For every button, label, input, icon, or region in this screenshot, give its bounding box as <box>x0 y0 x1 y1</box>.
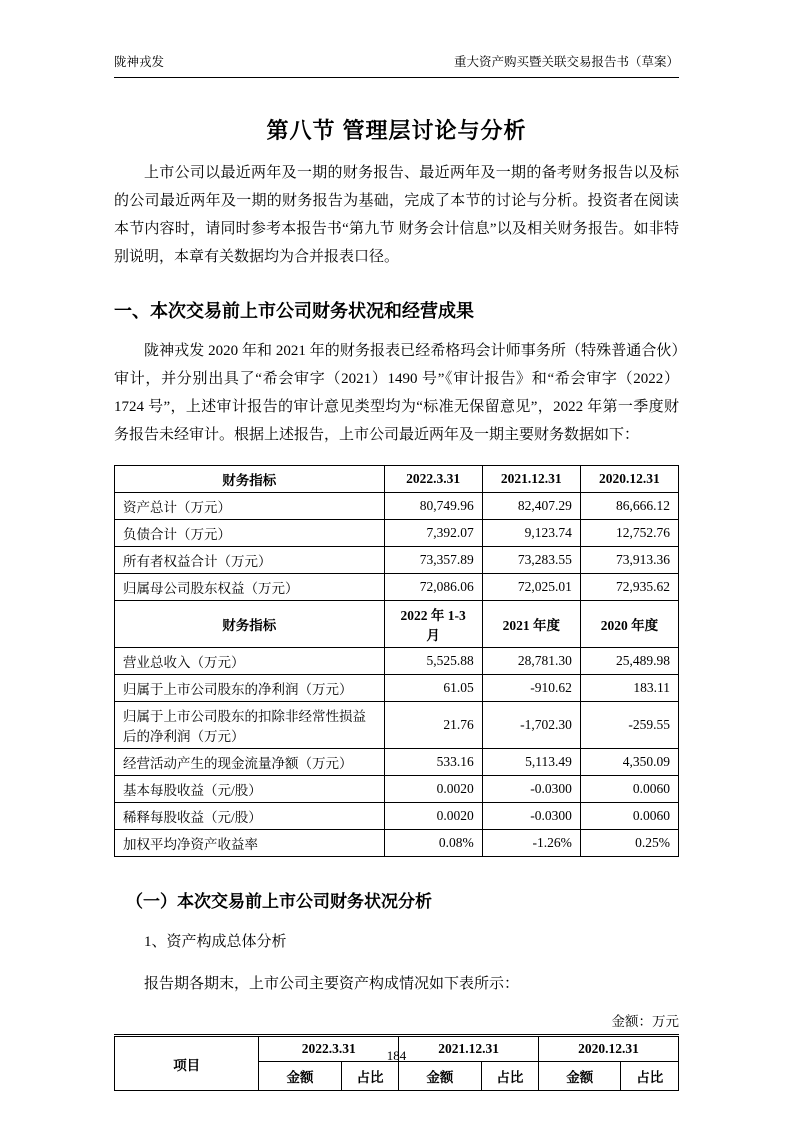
row-label: 基本每股收益（元/股） <box>115 776 385 803</box>
heading-status-analysis: （一）本次交易前上市公司财务状况分析 <box>126 892 432 912</box>
value-cell: 72,086.06 <box>384 574 482 601</box>
row-label: 归属于上市公司股东的扣除非经常性损益后的净利润（万元） <box>115 702 385 749</box>
asset-intro-paragraph: 报告期各期末，上市公司主要资产构成情况如下表所示： <box>144 976 520 993</box>
value-cell: 0.0060 <box>580 776 678 803</box>
value-cell: 0.08% <box>384 830 482 857</box>
audit-paragraph: 陇神戎发 2020 年和 2021 年的财务报表已经希格玛会计师事务所（特殊普通合伙）审计，并分别出具了“希会审字（2021）1490 号”《审计报告》和“希会审字（2022）1724 号”，上述审计报告的审计意见类型均为“标准无保留意见”，2022 年第一季度财务报告未经审计。根据上述报告，上市公司最近两年及一期主要财务数据如下： <box>114 343 679 444</box>
value-cell: 5,113.49 <box>482 749 580 776</box>
table-row <box>115 776 679 803</box>
value-cell: 73,357.89 <box>384 547 482 574</box>
income-statement-rows <box>115 648 679 857</box>
header-cell: 项目 <box>115 1036 259 1091</box>
value-cell: -0.0300 <box>482 776 580 803</box>
table-row <box>115 493 679 520</box>
header-cell: 2022 年 1-3 月 <box>384 601 482 648</box>
value-cell: 0.0060 <box>580 803 678 830</box>
value-cell: 5,525.88 <box>384 648 482 675</box>
header-cell: 2021.12.31 <box>399 1036 539 1062</box>
header-cell: 金额 <box>399 1062 481 1091</box>
value-cell: 73,283.55 <box>482 547 580 574</box>
header-cell: 金额 <box>539 1062 621 1091</box>
table-header-row <box>115 601 679 648</box>
table-row <box>115 574 679 601</box>
table-row <box>115 803 679 830</box>
header-cell: 2021 年度 <box>482 601 580 648</box>
header-cell: 2020 年度 <box>580 601 678 648</box>
header-cell: 财务指标 <box>115 601 385 648</box>
section-title: 第八节 管理层讨论与分析 <box>266 118 527 143</box>
row-label: 归属于上市公司股东的净利润（万元） <box>115 675 385 702</box>
row-label: 加权平均净资产收益率 <box>115 830 385 857</box>
value-cell: 0.25% <box>580 830 678 857</box>
table-row <box>115 830 679 857</box>
value-cell: 72,935.62 <box>580 574 678 601</box>
header-cell: 2020.12.31 <box>580 466 678 493</box>
value-cell: -259.55 <box>580 702 678 749</box>
page-footer <box>0 1048 793 1064</box>
header-cell: 占比 <box>341 1062 399 1091</box>
header-cell: 2022.3.31 <box>384 466 482 493</box>
table-row <box>115 648 679 675</box>
value-cell: 0.0020 <box>384 776 482 803</box>
header-cell: 2022.3.31 <box>259 1036 399 1062</box>
value-cell: 183.11 <box>580 675 678 702</box>
table-header-row <box>115 466 679 493</box>
table-header <box>115 466 679 493</box>
header-company-name: 陇神戎发 <box>114 55 165 69</box>
value-cell: -1.26% <box>482 830 580 857</box>
table-row <box>115 547 679 574</box>
table-row <box>115 702 679 749</box>
unit-note: 金额：万元 <box>611 1014 679 1030</box>
value-cell: 533.16 <box>384 749 482 776</box>
table-mid-header <box>115 601 679 648</box>
header-cell: 金额 <box>259 1062 341 1091</box>
value-cell: 0.0020 <box>384 803 482 830</box>
value-cell: 12,752.76 <box>580 520 678 547</box>
value-cell: -910.62 <box>482 675 580 702</box>
value-cell: 80,749.96 <box>384 493 482 520</box>
value-cell: 73,913.36 <box>580 547 678 574</box>
table-row <box>115 749 679 776</box>
financial-summary-table <box>114 465 679 857</box>
value-cell: 21.76 <box>384 702 482 749</box>
value-cell: 7,392.07 <box>384 520 482 547</box>
value-cell: 25,489.98 <box>580 648 678 675</box>
heading-financial-status: 一、本次交易前上市公司财务状况和经营成果 <box>114 301 474 322</box>
row-label: 负债合计（万元） <box>115 520 385 547</box>
value-cell: 72,025.01 <box>482 574 580 601</box>
header-cell: 财务指标 <box>115 466 385 493</box>
page-number: 184 <box>386 1048 407 1063</box>
value-cell: 86,666.12 <box>580 493 678 520</box>
balance-sheet-rows <box>115 493 679 601</box>
page-header <box>114 52 679 78</box>
row-label: 稀释每股收益（元/股） <box>115 803 385 830</box>
value-cell: 9,123.74 <box>482 520 580 547</box>
header-cell: 2020.12.31 <box>539 1036 679 1062</box>
value-cell: 82,407.29 <box>482 493 580 520</box>
row-label: 资产总计（万元） <box>115 493 385 520</box>
header-report-title: 重大资产购买暨关联交易报告书（草案） <box>453 55 679 69</box>
value-cell: 28,781.30 <box>482 648 580 675</box>
row-label: 归属母公司股东权益（万元） <box>115 574 385 601</box>
subheading-asset-structure: 1、资产构成总体分析 <box>144 934 287 951</box>
value-cell: 4,350.09 <box>580 749 678 776</box>
table-row <box>115 675 679 702</box>
row-label: 经营活动产生的现金流量净额（万元） <box>115 749 385 776</box>
row-label: 所有者权益合计（万元） <box>115 547 385 574</box>
header-cell: 占比 <box>621 1062 679 1091</box>
row-label: 营业总收入（万元） <box>115 648 385 675</box>
value-cell: -0.0300 <box>482 803 580 830</box>
header-cell: 占比 <box>481 1062 539 1091</box>
table-row <box>115 520 679 547</box>
header-cell: 2021.12.31 <box>482 466 580 493</box>
value-cell: 61.05 <box>384 675 482 702</box>
intro-paragraph: 上市公司以最近两年及一期的财务报告、最近两年及一期的备考财务报告以及标的公司最近两年及一期的财务报告为基础，完成了本节的讨论与分析。投资者在阅读本节内容时，请同时参考本报告书“第九节 财务会计信息”以及相关财务报告。如非特别说明，本章有关数据均为合并报表口径。 <box>114 165 679 266</box>
value-cell: -1,702.30 <box>482 702 580 749</box>
